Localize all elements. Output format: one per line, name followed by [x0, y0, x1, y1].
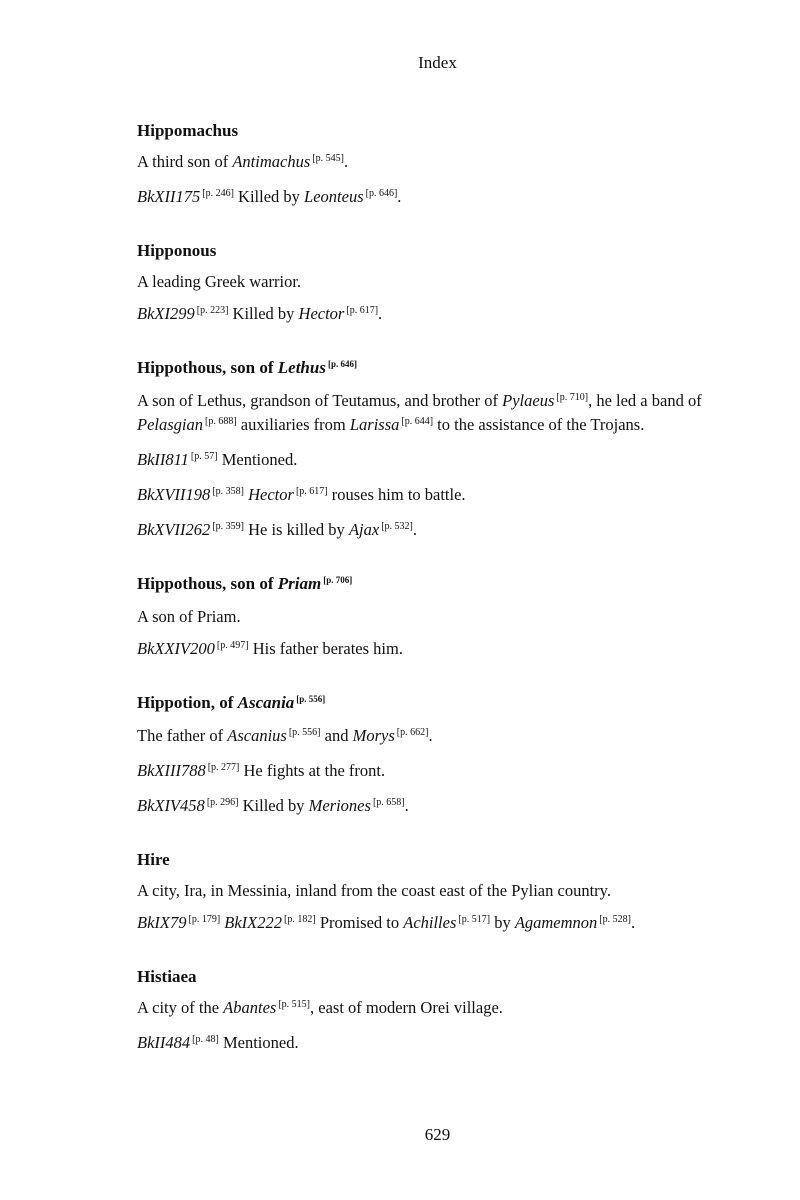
book-ref-link[interactable]: BkXVII198	[137, 485, 211, 504]
entry-title: Histiaea	[137, 967, 197, 986]
page-number: 629	[424, 1125, 451, 1144]
entry-citation: BkXVII198 [p. 358] Hector [p. 617] rouses him to battle.	[137, 485, 466, 504]
book-ref-link[interactable]: BkXI299	[137, 304, 195, 323]
cross-ref-link[interactable]: Achilles	[403, 913, 457, 932]
book-ref-link[interactable]: BkXIII788	[137, 761, 206, 780]
index-entry-histiaea	[137, 966, 777, 1056]
entry-title: Hippomachus	[137, 121, 239, 140]
cross-ref-link[interactable]: Morys	[352, 726, 395, 745]
running-header: Index	[418, 53, 457, 72]
book-ref-link[interactable]: BkXIV458	[137, 796, 205, 815]
book-ref-link[interactable]: BkIX222	[224, 913, 283, 932]
book-ref-link[interactable]: BkXXIV200	[137, 639, 215, 658]
cross-ref-link[interactable]: Agamemnon	[514, 913, 598, 932]
cross-ref-link[interactable]: Ascanius	[227, 726, 287, 745]
entry-title: Hire	[137, 850, 170, 869]
entry-citation: BkXIII788 [p. 277] He fights at the front.	[137, 761, 386, 780]
index-entry-hippothous-priam	[137, 573, 777, 662]
index-entry-hippothous-lethus	[137, 357, 777, 543]
cross-ref-link[interactable]: Pylaeus	[502, 391, 555, 410]
book-ref-link[interactable]: BkII484	[137, 1033, 191, 1052]
entry-citation: BkXXIV200 [p. 497] His father berates him.	[137, 639, 403, 658]
cross-ref-link[interactable]: Meriones	[308, 796, 371, 815]
entry-citation: BkXII175 [p. 246] Killed by Leonteus [p. 646].	[137, 187, 402, 206]
entry-description: A third son of Antimachus [p. 545].	[137, 152, 349, 171]
book-ref-link[interactable]: BkIX79	[137, 913, 187, 932]
cross-ref-link[interactable]: Abantes	[223, 998, 277, 1017]
cross-ref-link[interactable]: Hector	[248, 485, 294, 504]
entry-citation: BkXI299 [p. 223] Killed by Hector [p. 617].	[137, 304, 383, 323]
cross-ref-link[interactable]: Ajax	[348, 520, 380, 539]
entry-description: A son of Lethus, grandson of Teutamus, and brother of Pylaeus [p. 710], he led a band of Pelasgian [p. 688] auxiliaries from Larissa [p. 644] to the assistance of the Trojans.	[137, 391, 702, 434]
entry-citation: BkXIV458 [p. 296] Killed by Meriones [p. 658].	[137, 796, 409, 815]
cross-ref-link[interactable]: Pelasgian	[137, 415, 203, 434]
entry-title: Hipponous	[137, 241, 217, 260]
entry-title: Hippothous, son of Lethus [p. 646]	[137, 358, 357, 377]
entry-description: A city, Ira, in Messinia, inland from the coast east of the Pylian country.	[137, 881, 611, 900]
entry-description: A leading Greek warrior.	[137, 272, 302, 291]
index-entry-hipponous	[137, 240, 777, 327]
entry-description: The father of Ascanius [p. 556] and Morys [p. 662].	[137, 726, 433, 745]
entry-description: A city of the Abantes [p. 515], east of modern Orei village.	[137, 998, 503, 1017]
entry-description: A son of Priam.	[137, 607, 241, 626]
entry-title: Hippotion, of Ascania [p. 556]	[137, 693, 326, 712]
cross-ref-link[interactable]: Larissa	[349, 415, 400, 434]
entry-citation: BkII484 [p. 48] Mentioned.	[137, 1033, 299, 1052]
book-ref-link[interactable]: BkXII175	[137, 187, 201, 206]
entry-citation: BkXVII262 [p. 359] He is killed by Ajax [p. 532].	[137, 520, 417, 539]
entry-citation: BkII811 [p. 57] Mentioned.	[137, 450, 298, 469]
cross-ref-link[interactable]: Hector	[298, 304, 345, 323]
cross-ref-link[interactable]: Leonteus	[304, 187, 364, 206]
index-entry-hire	[137, 849, 777, 936]
book-ref-link[interactable]: BkXVII262	[137, 520, 211, 539]
index-entries	[137, 120, 777, 1086]
entry-citation: BkIX79 [p. 179] BkIX222 [p. 182] Promised to Achilles [p. 517] by Agamemnon [p. 528].	[137, 913, 636, 932]
book-ref-link[interactable]: BkII811	[137, 450, 189, 469]
cross-ref-link[interactable]: Antimachus	[232, 152, 311, 171]
entry-title: Hippothous, son of Priam [p. 706]	[137, 574, 353, 593]
index-entry-hippotion	[137, 692, 777, 819]
index-entry-hippomachus	[137, 120, 777, 210]
